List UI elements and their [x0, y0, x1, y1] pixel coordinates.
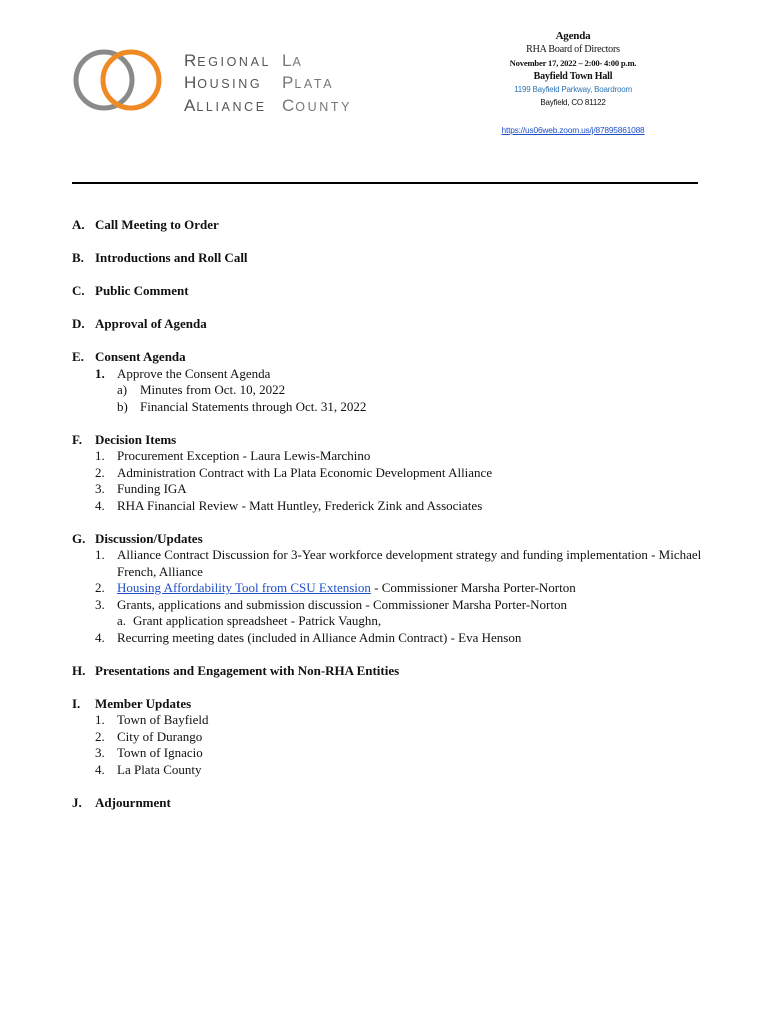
logo-rings-icon: [70, 42, 170, 118]
meeting-date: November 17, 2022 – 2:00- 4:00 p.m.: [509, 57, 637, 68]
logo-letter: L: [282, 50, 293, 70]
agenda-title: Agenda: [555, 30, 591, 42]
section-title: Introductions and Roll Call: [95, 250, 248, 265]
logo-word: EGIONAL: [197, 54, 272, 69]
sub-item-letter: a.: [117, 613, 127, 628]
list-item: [95, 465, 712, 482]
meeting-city: Bayfield, CO 81122: [540, 98, 606, 108]
list-item: [95, 630, 712, 647]
section-j: [72, 795, 712, 812]
section-letter: I.: [72, 695, 81, 711]
item-text: RHA Financial Review - Matt Huntley, Frederick Zink and Associates: [117, 497, 483, 513]
section-letter: D.: [72, 316, 85, 331]
section-title: Public Comment: [95, 283, 189, 298]
item-text: - Commissioner Marsha Porter-Norton: [370, 580, 576, 595]
section-letter: H.: [72, 662, 86, 678]
logo-row: [184, 93, 352, 116]
list-item: [95, 481, 712, 498]
logo-letter: H: [184, 73, 198, 92]
logo-row: [184, 71, 352, 94]
section-title: Adjournment: [95, 794, 171, 810]
list-item: [95, 580, 712, 597]
section-letter: J.: [72, 794, 82, 810]
item-number: 1.: [95, 448, 105, 463]
item-number: 1.: [95, 365, 105, 381]
section-title: Approval of Agenda: [95, 316, 207, 331]
item-text: Recurring meeting dates (included in Alliance Admin Contract) - Eva Henson: [117, 629, 522, 645]
list-item: [95, 745, 712, 762]
item-text: Town of Ignacio: [117, 745, 203, 760]
item-text: Administration Contract with La Plata Economic Development Alliance: [117, 464, 493, 480]
item-number: 2.: [95, 580, 105, 595]
item-number: 1.: [95, 547, 105, 562]
logo-word: LATA: [294, 77, 335, 91]
sub-item-letter: b): [117, 398, 128, 414]
item-text: City of Durango: [117, 728, 203, 744]
agenda-list: [72, 217, 712, 828]
section-letter: C.: [72, 283, 85, 298]
section-letter: F.: [72, 431, 82, 447]
sub-item-text: Financial Statements through Oct. 31, 2022: [140, 398, 367, 414]
section-e: [72, 349, 712, 415]
list-item: [95, 498, 712, 515]
section-title: Presentations and Engagement with Non-RHA Entities: [95, 662, 400, 678]
section-f: [72, 432, 712, 515]
sub-item-letter: a): [117, 382, 128, 397]
item-number: 1.: [95, 712, 105, 727]
item-text: Grants, applications and submission discussion - Commissioner Marsha Porter-Norton: [117, 596, 567, 612]
section-letter: A.: [72, 217, 85, 232]
list-item: [95, 366, 712, 383]
list-item: [95, 712, 712, 729]
section-letter: B.: [72, 250, 84, 265]
zoom-link[interactable]: https://us06web.zoom.us/j/87895861088: [501, 124, 645, 135]
meeting-address: 1199 Bayfield Parkway, Boardroom: [514, 85, 632, 95]
item-number: 2.: [95, 728, 105, 744]
item-text: Funding IGA: [117, 481, 187, 496]
logo-row: [184, 48, 352, 71]
section-title: Call Meeting to Order: [95, 217, 219, 232]
header-divider: [72, 182, 698, 184]
item-number: 4.: [95, 497, 105, 513]
item-number: 3.: [95, 481, 105, 496]
housing-tool-link[interactable]: Housing Affordability Tool from CSU Extension: [117, 580, 371, 595]
item-text: Approve the Consent Agenda: [117, 365, 271, 381]
logo-letter: P: [282, 73, 295, 92]
section-c: [72, 283, 712, 300]
section-letter: E.: [72, 349, 84, 364]
meeting-info: [478, 30, 668, 137]
list-item: [95, 448, 712, 465]
section-g: [72, 531, 712, 647]
logo-letter: C: [282, 95, 296, 115]
sub-item: [117, 613, 712, 630]
item-text: Procurement Exception - Laura Lewis-Marchino: [117, 448, 371, 463]
sub-item: [117, 382, 712, 399]
logo-wordmark: [184, 48, 352, 116]
section-d: [72, 316, 712, 333]
logo-word: OUNTY: [295, 99, 353, 114]
item-text: Town of Bayfield: [117, 712, 209, 727]
item-number: 2.: [95, 464, 105, 480]
section-h: [72, 663, 712, 680]
section-title: Decision Items: [95, 431, 177, 447]
item-text: Alliance Contract Discussion for 3-Year workforce development strategy and funding implementation - Michael French, Alliance: [117, 547, 702, 579]
item-number: 4.: [95, 761, 105, 777]
section-i: [72, 696, 712, 779]
logo-letter: A: [184, 95, 197, 115]
meeting-venue: Bayfield Town Hall: [533, 70, 613, 82]
logo-letter: R: [184, 50, 198, 70]
section-title: Member Updates: [95, 695, 192, 711]
list-item: [95, 597, 712, 614]
section-a: [72, 217, 712, 234]
section-title: Consent Agenda: [95, 349, 186, 364]
item-number: 3.: [95, 596, 105, 612]
board-name: RHA Board of Directors: [526, 44, 620, 56]
list-item: [95, 762, 712, 779]
sub-item-text: Minutes from Oct. 10, 2022: [140, 382, 286, 397]
item-number: 3.: [95, 745, 105, 760]
section-title: Discussion/Updates: [95, 530, 203, 546]
item-number: 4.: [95, 629, 105, 645]
sub-item: [117, 399, 712, 416]
sub-item-text: Grant application spreadsheet - Patrick Vaughn,: [133, 613, 382, 628]
item-text: La Plata County: [117, 761, 202, 777]
section-b: [72, 250, 712, 267]
list-item: [95, 729, 712, 746]
section-letter: G.: [72, 530, 86, 546]
list-item: [95, 547, 712, 580]
logo-word: LLIANCE: [196, 99, 267, 114]
logo-word: OUSING: [197, 77, 263, 91]
logo-word: A: [292, 54, 304, 69]
organization-logo: [70, 42, 353, 118]
